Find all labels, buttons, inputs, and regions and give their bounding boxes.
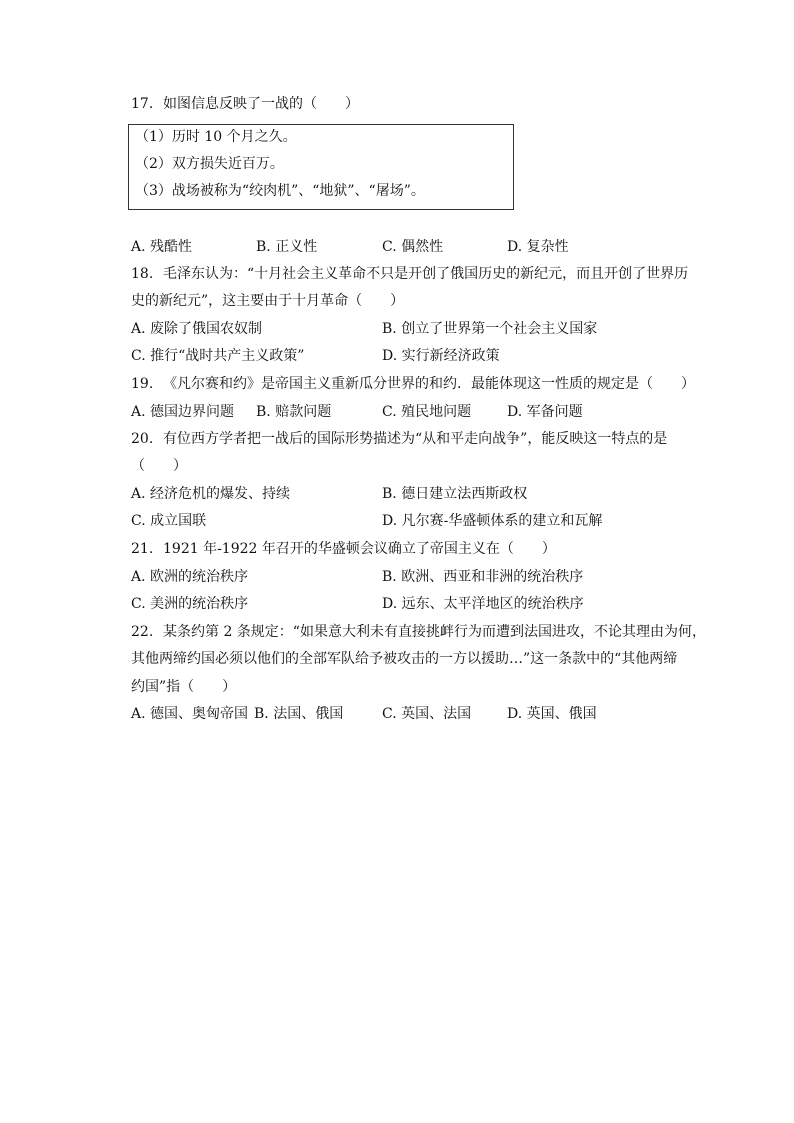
question-17-stem: [131, 94, 359, 114]
question-22-option-a[interactable]: A. 德国、奥匈帝国: [131, 706, 249, 722]
question-number: 22.: [131, 624, 154, 640]
question-20-option-b[interactable]: B. 德日建立法西斯政权: [382, 486, 528, 502]
question-18-option-d[interactable]: D. 实行新经济政策: [382, 348, 500, 364]
question-number: 21.: [131, 541, 154, 557]
question-18-stem: [131, 264, 688, 284]
question-17-option-d[interactable]: D. 复杂性: [507, 239, 569, 255]
question-19-stem: [131, 374, 695, 394]
info-line-3: （3）战场被称为“绞肉机”、“地狱”、“屠场”。: [135, 183, 425, 199]
question-20-stem: [131, 429, 667, 449]
question-21-option-d[interactable]: D. 远东、太平洋地区的统治秩序: [382, 596, 584, 612]
question-22-option-b[interactable]: B. 法国、俄国: [254, 706, 344, 722]
question-22-stem-line-2: 其他两缔约国必须以他们的全部军队给予被攻击的一方以援助…”这一条款中的“其他两缔: [131, 651, 678, 667]
question-18-option-b[interactable]: B. 创立了世界第一个社会主义国家: [382, 321, 598, 337]
info-line-2: （2）双方损失近百万。: [135, 156, 284, 172]
question-20-option-d[interactable]: D. 凡尔赛-华盛顿体系的建立和瓦解: [382, 513, 603, 529]
question-17-option-b[interactable]: B. 正义性: [256, 239, 318, 255]
question-19-option-a[interactable]: A. 德国边界问题: [131, 404, 235, 420]
question-21-stem: [131, 539, 556, 559]
question-number: 19.: [131, 376, 154, 392]
question-17-option-a[interactable]: A. 残酷性: [131, 239, 193, 255]
question-22-option-d[interactable]: D. 英国、俄国: [507, 706, 597, 722]
question-17-info-box: [128, 124, 514, 210]
question-21-option-c[interactable]: C. 美洲的统治秩序: [131, 596, 249, 612]
question-text: 毛泽东认为：“十月社会主义革命不只是开创了俄国历史的新纪元，而且开创了世界历: [163, 266, 689, 282]
question-21-option-b[interactable]: B. 欧洲、西亚和非洲的统治秩序: [382, 569, 584, 585]
question-19-option-c[interactable]: C. 殖民地问题: [382, 404, 472, 420]
question-18-stem-line-2: 史的新纪元”，这主要由于十月革命（ ）: [131, 293, 405, 309]
question-number: 18.: [131, 266, 154, 282]
info-line-1: （1）历时 10 个月之久。: [135, 129, 297, 145]
question-20-stem-line-2: （ ）: [131, 458, 187, 474]
question-text: 某条约第 2 条规定：“如果意大利未有直接挑衅行为而遭到法国进攻，不论其理由为何，: [163, 624, 706, 640]
question-20-option-a[interactable]: A. 经济危机的爆发、持续: [131, 486, 291, 502]
question-18-option-c[interactable]: C. 推行“战时共产主义政策”: [131, 348, 305, 364]
question-number: 20.: [131, 431, 154, 447]
question-21-option-a[interactable]: A. 欧洲的统治秩序: [131, 569, 249, 585]
question-22-option-c[interactable]: C. 英国、法国: [382, 706, 472, 722]
question-text: 1921 年-1922 年召开的华盛顿会议确立了帝国主义在（ ）: [163, 541, 556, 557]
question-19-option-d[interactable]: D. 军备问题: [507, 404, 583, 420]
question-19-option-b[interactable]: B. 赔款问题: [256, 404, 332, 420]
question-text: 有位西方学者把一战后的国际形势描述为“从和平走向战争”，能反映这一特点的是: [163, 431, 668, 447]
question-17-option-c[interactable]: C. 偶然性: [382, 239, 444, 255]
question-22-stem-line-3: 约国”指（ ）: [131, 679, 237, 695]
question-text: 《凡尔赛和约》是帝国主义重新瓜分世界的和约．最能体现这一性质的规定是（ ）: [163, 376, 695, 392]
question-text: 如图信息反映了一战的（ ）: [163, 96, 359, 112]
question-number: 17.: [131, 96, 154, 112]
question-18-option-a[interactable]: A. 废除了俄国农奴制: [131, 321, 263, 337]
question-20-option-c[interactable]: C. 成立国联: [131, 513, 207, 529]
question-22-stem: [131, 622, 706, 642]
